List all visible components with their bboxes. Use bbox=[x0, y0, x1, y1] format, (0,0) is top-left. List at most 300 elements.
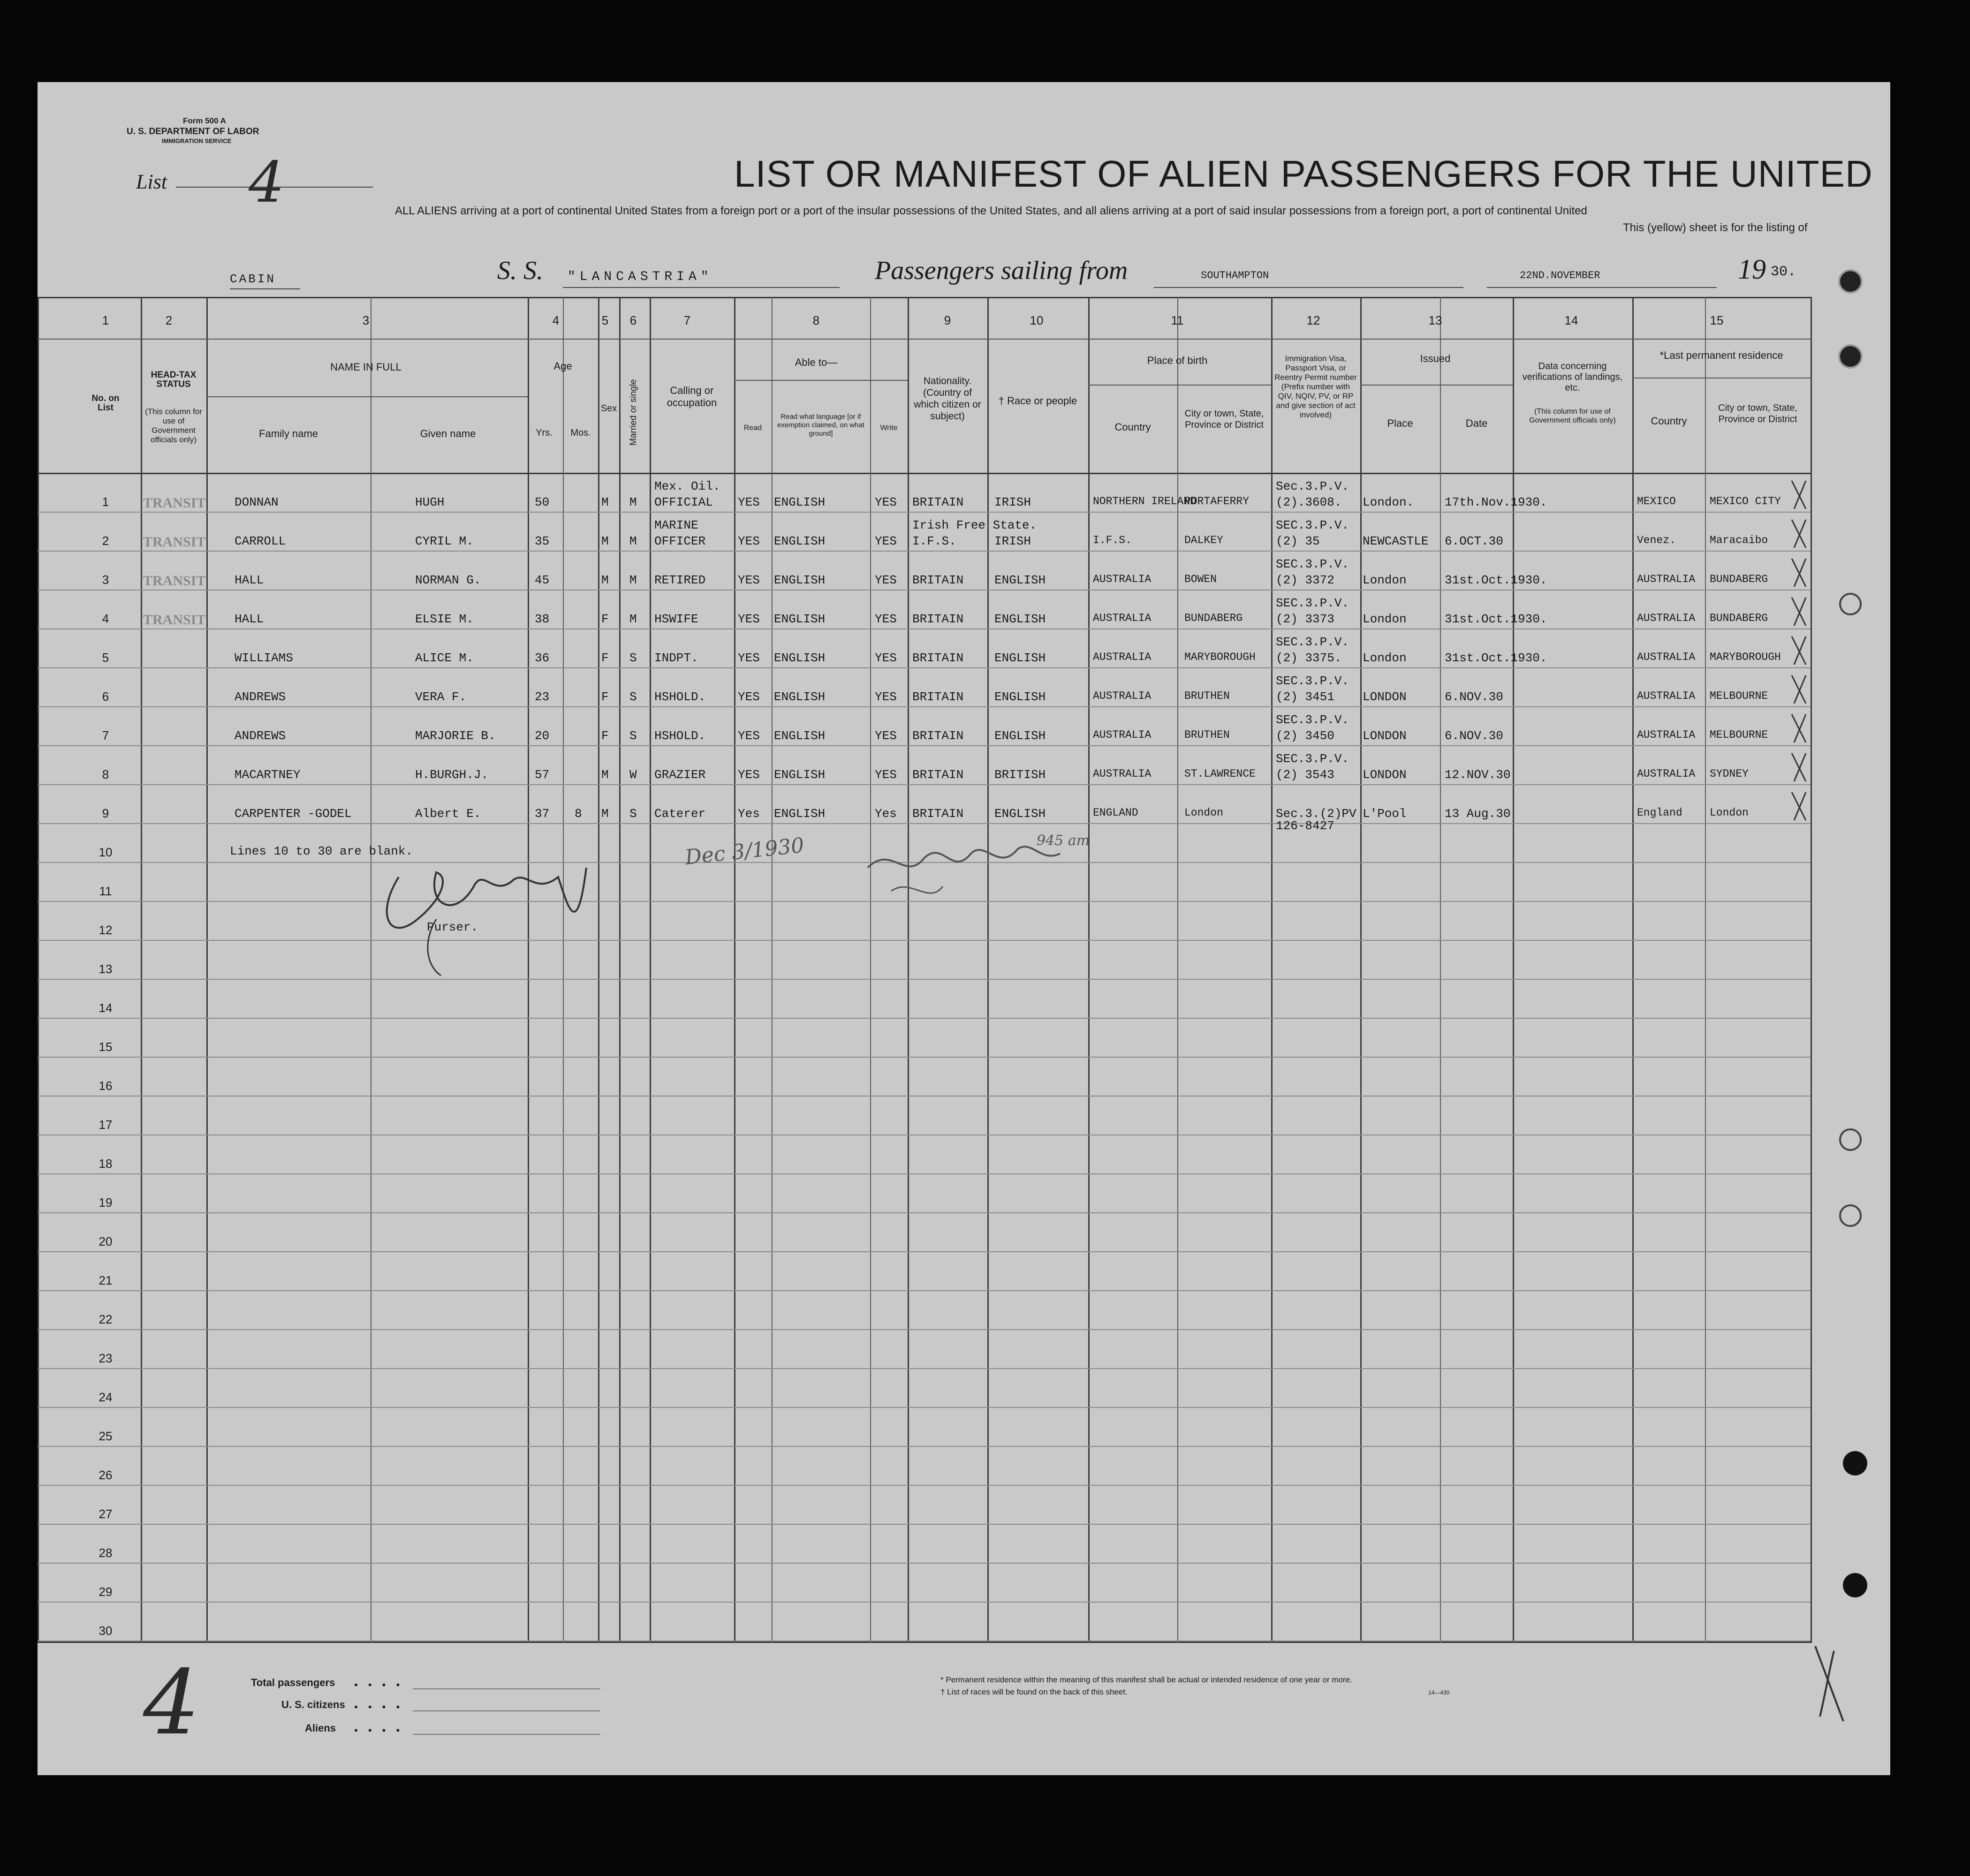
family-name: ANDREWS bbox=[235, 729, 286, 743]
visa-line-1: Sec.3.P.V. bbox=[1276, 479, 1349, 493]
row-rule bbox=[38, 1563, 1811, 1564]
issued-place: LONDON bbox=[1363, 729, 1407, 743]
sailing-label: Passengers sailing from bbox=[875, 256, 1128, 285]
head-tax-status: TRANSIT bbox=[143, 612, 206, 628]
hdr-calling: Calling or occupation bbox=[667, 385, 717, 408]
calling: HSHOLD. bbox=[654, 690, 706, 704]
hdr-rule bbox=[734, 380, 908, 381]
read-language: ENGLISH bbox=[774, 690, 826, 704]
age-years: 20 bbox=[535, 729, 550, 743]
col-border bbox=[908, 297, 909, 1643]
sex: F bbox=[601, 612, 609, 626]
calling-line-1: MARINE bbox=[654, 518, 698, 532]
calling: GRAZIER bbox=[654, 768, 706, 782]
inspector-date: Dec 3/1930 bbox=[684, 833, 805, 870]
nationality: BRITAIN bbox=[912, 573, 964, 587]
bottom-margin-mark: 4 bbox=[143, 1651, 200, 1755]
hdr-head-tax: HEAD-TAX STATUS bbox=[151, 370, 197, 389]
visa-number: Sec.3.(2)PV bbox=[1276, 807, 1356, 821]
visa-number: (2).3608. bbox=[1276, 495, 1342, 509]
birth-city: MARYBOROUGH bbox=[1184, 651, 1256, 663]
marital-status: S bbox=[629, 729, 637, 743]
year-suffix: 30. bbox=[1771, 264, 1796, 280]
col-border bbox=[38, 297, 39, 1643]
residence-country: AUSTRALIA bbox=[1637, 768, 1696, 780]
line-number: 2 bbox=[102, 534, 109, 548]
verification-check-mark bbox=[1789, 478, 1808, 511]
race: ENGLISH bbox=[994, 807, 1046, 821]
calling: HSWIFE bbox=[654, 612, 698, 626]
race: BRITISH bbox=[994, 768, 1046, 782]
row-rule bbox=[38, 1290, 1811, 1291]
verification-check-mark bbox=[1789, 517, 1808, 550]
given-name: MARJORIE B. bbox=[415, 729, 496, 743]
can-write: YES bbox=[875, 651, 897, 665]
given-name: H.BURGH.J. bbox=[415, 768, 489, 782]
row-rule bbox=[38, 1018, 1811, 1019]
line-number: 16 bbox=[98, 1079, 113, 1093]
birth-city: BUNDABERG bbox=[1184, 612, 1243, 624]
line-number: 19 bbox=[98, 1195, 113, 1210]
hdr-last-residence: *Last permanent residence bbox=[1659, 349, 1783, 361]
age-years: 36 bbox=[535, 651, 550, 665]
family-name: ANDREWS bbox=[235, 690, 286, 704]
hdr-birth-city: City or town, State, Province or District bbox=[1184, 408, 1264, 430]
col-number-rule bbox=[38, 339, 1811, 340]
hdr-married: Married or single bbox=[629, 379, 638, 446]
col-number: 13 bbox=[1428, 313, 1442, 327]
hdr-yrs: Yrs. bbox=[536, 428, 553, 438]
row-rule bbox=[38, 667, 1811, 668]
race: ENGLISH bbox=[994, 690, 1046, 704]
hdr-no-on-list: No. on List bbox=[91, 393, 120, 413]
line-number: 5 bbox=[102, 651, 109, 665]
residence-city: MARYBOROUGH bbox=[1710, 651, 1781, 663]
col-border bbox=[206, 297, 208, 1643]
hdr-res-city: City or town, State, Province or District bbox=[1718, 403, 1797, 424]
hdr-head-tax-note: (This column for use of Government officials only) bbox=[145, 407, 202, 444]
line-number: 14 bbox=[98, 1001, 113, 1015]
can-read: YES bbox=[738, 573, 760, 587]
line-number: 9 bbox=[102, 806, 109, 820]
sex: F bbox=[601, 651, 609, 665]
issued-place: London. bbox=[1363, 495, 1414, 509]
age-years: 38 bbox=[535, 612, 550, 626]
hdr-nationality: Nationality. (Country of which citizen or subject) bbox=[914, 376, 981, 422]
binder-holes bbox=[1829, 263, 1876, 1388]
row-rule bbox=[38, 1173, 1811, 1174]
visa-line-1: SEC.3.P.V. bbox=[1276, 752, 1349, 766]
race: IRISH bbox=[994, 495, 1031, 509]
marital-status: M bbox=[629, 534, 637, 548]
verification-check-mark bbox=[1789, 751, 1808, 784]
col-number: 3 bbox=[362, 313, 370, 327]
hdr-race: † Race or people bbox=[998, 395, 1077, 407]
row-rule bbox=[38, 1641, 1811, 1642]
issued-place: London bbox=[1363, 651, 1407, 665]
col-number: 8 bbox=[812, 313, 820, 327]
verification-check-mark bbox=[1789, 790, 1808, 823]
race: ENGLISH bbox=[994, 651, 1046, 665]
issued-date: 13 Aug.30 bbox=[1445, 807, 1511, 821]
nationality: BRITAIN bbox=[912, 807, 964, 821]
sex: M bbox=[601, 534, 609, 548]
hdr-visa: Immigration Visa, Passport Visa, or Reentry Permit number (Prefix number with QIV, NQIV, PV, or RP and give section of act involved) bbox=[1274, 354, 1357, 419]
line-number: 13 bbox=[98, 962, 113, 976]
calling: OFFICIAL bbox=[654, 495, 713, 509]
row-rule bbox=[38, 1446, 1811, 1447]
verification-check-mark bbox=[1789, 673, 1808, 706]
marital-status: S bbox=[629, 690, 637, 704]
hdr-able-to: Able to— bbox=[795, 356, 838, 368]
given-name: CYRIL M. bbox=[415, 534, 474, 548]
line-number: 24 bbox=[98, 1390, 113, 1404]
can-write: YES bbox=[875, 768, 897, 782]
hdr-name-in-full: NAME IN FULL bbox=[330, 361, 402, 373]
line-number: 17 bbox=[98, 1118, 113, 1132]
purser-label: Purser. bbox=[427, 920, 478, 934]
verification-check-mark bbox=[1789, 556, 1808, 589]
row-rule bbox=[38, 1524, 1811, 1525]
line-number: 21 bbox=[98, 1273, 113, 1287]
department: U. S. DEPARTMENT OF LABOR bbox=[127, 127, 259, 136]
hdr-data-note: (This column for use of Government officials only) bbox=[1529, 408, 1616, 424]
manifest-subtitle-2: This (yellow) sheet is for the listing of bbox=[1623, 221, 1808, 234]
row-rule bbox=[38, 784, 1811, 785]
visa-line-1: SEC.3.P.V. bbox=[1276, 713, 1349, 727]
hdr-issued: Issued bbox=[1420, 353, 1451, 364]
read-language: ENGLISH bbox=[774, 573, 826, 587]
can-write: YES bbox=[875, 729, 897, 743]
line-number: 26 bbox=[98, 1468, 113, 1482]
visa-number: (2) 35 bbox=[1276, 534, 1320, 548]
birth-city: BOWEN bbox=[1184, 573, 1217, 585]
calling: HSHOLD. bbox=[654, 729, 706, 743]
col-number: 15 bbox=[1710, 313, 1724, 327]
nationality-line-1: Irish Free State. bbox=[912, 518, 1037, 532]
hdr-res-country: Country bbox=[1651, 415, 1687, 427]
residence-country: Venez. bbox=[1637, 534, 1676, 546]
birth-country: AUSTRALIA bbox=[1093, 612, 1152, 624]
nationality: I.F.S. bbox=[912, 534, 956, 548]
issued-date: 12.NOV.30 bbox=[1445, 768, 1511, 782]
port-underline bbox=[1154, 287, 1463, 288]
issued-place: London bbox=[1363, 573, 1407, 587]
marital-status: M bbox=[629, 495, 637, 509]
hdr-read-language: Read what language [or if exemption claimed, on what ground] bbox=[777, 413, 864, 438]
issued-date: 6.OCT.30 bbox=[1445, 534, 1503, 548]
sex: M bbox=[601, 768, 609, 782]
hdr-issued-date: Date bbox=[1465, 417, 1488, 429]
ss-label: S. S. bbox=[497, 256, 543, 285]
nationality: BRITAIN bbox=[912, 690, 964, 704]
can-read: YES bbox=[738, 729, 760, 743]
can-read: YES bbox=[738, 534, 760, 548]
given-name: NORMAN G. bbox=[415, 573, 481, 587]
row-rule bbox=[38, 1212, 1811, 1213]
age-years: 35 bbox=[535, 534, 550, 548]
verification-check-mark bbox=[1789, 595, 1808, 628]
line-number: 22 bbox=[98, 1312, 113, 1326]
residence-city: MELBOURNE bbox=[1710, 729, 1768, 741]
age-years: 37 bbox=[535, 807, 550, 821]
visa-number: (2) 3372 bbox=[1276, 573, 1334, 587]
col-number: 2 bbox=[165, 313, 173, 327]
marital-status: S bbox=[629, 651, 637, 665]
line-number: 10 bbox=[98, 845, 113, 859]
age-years: 57 bbox=[535, 768, 550, 782]
hdr-data-concerning: Data concerning verifications of landings, etc. bbox=[1522, 361, 1623, 393]
given-name: HUGH bbox=[415, 495, 445, 509]
table-top-border bbox=[38, 297, 1811, 298]
visa-line-1: SEC.3.P.V. bbox=[1276, 596, 1349, 610]
visa-line-1: SEC.3.P.V. bbox=[1276, 635, 1349, 649]
visa-number: (2) 3451 bbox=[1276, 690, 1334, 704]
family-name: CARROLL bbox=[235, 534, 286, 548]
row-rule bbox=[38, 1368, 1811, 1369]
issued-date: 6.NOV.30 bbox=[1445, 729, 1503, 743]
marital-status: W bbox=[629, 768, 637, 782]
age-years: 50 bbox=[535, 495, 550, 509]
birth-country: AUSTRALIA bbox=[1093, 651, 1152, 663]
residence-city: London bbox=[1710, 807, 1749, 819]
birth-city: PORTAFERRY bbox=[1184, 495, 1250, 507]
hdr-read: Read bbox=[743, 424, 762, 432]
hdr-place-of-birth: Place of birth bbox=[1147, 355, 1208, 366]
line-number: 29 bbox=[98, 1585, 113, 1599]
given-name: ELSIE M. bbox=[415, 612, 474, 626]
col-number: 9 bbox=[944, 313, 951, 327]
visa-number: (2) 3373 bbox=[1276, 612, 1334, 626]
col-border bbox=[619, 297, 621, 1643]
line-number: 27 bbox=[98, 1507, 113, 1521]
issued-place: NEWCASTLE bbox=[1363, 534, 1429, 548]
issued-date: 31st.Oct.1930. bbox=[1445, 573, 1547, 587]
marital-status: M bbox=[629, 573, 637, 587]
hdr-write: Write bbox=[880, 424, 898, 432]
calling: Caterer bbox=[654, 807, 706, 821]
footer-note-2: † List of races will be found on the back of this sheet. bbox=[940, 1687, 1128, 1696]
class-underline bbox=[230, 288, 300, 289]
col-border bbox=[870, 297, 871, 1643]
col-number: 1 bbox=[102, 313, 109, 327]
residence-city: SYDNEY bbox=[1710, 768, 1749, 780]
can-write: YES bbox=[875, 612, 897, 626]
col-border bbox=[1088, 297, 1090, 1643]
issued-place: LONDON bbox=[1363, 768, 1407, 782]
row-rule bbox=[38, 1096, 1811, 1097]
list-number: 4 bbox=[249, 150, 285, 215]
given-name: Albert E. bbox=[415, 807, 481, 821]
marital-status: M bbox=[629, 612, 637, 626]
row-rule bbox=[38, 823, 1811, 824]
col-border bbox=[734, 297, 735, 1643]
hdr-birth-country: Country bbox=[1114, 421, 1151, 433]
residence-city: MEXICO CITY bbox=[1710, 495, 1781, 507]
row-rule bbox=[38, 1251, 1811, 1252]
col-border bbox=[1440, 297, 1441, 1643]
birth-city: London bbox=[1184, 807, 1223, 819]
read-language: ENGLISH bbox=[774, 729, 826, 743]
line-number: 7 bbox=[102, 728, 109, 742]
calling: INDPT. bbox=[654, 651, 698, 665]
residence-country: AUSTRALIA bbox=[1637, 690, 1696, 702]
line-number: 20 bbox=[98, 1234, 113, 1248]
col-border bbox=[1811, 297, 1812, 1643]
hdr-rule bbox=[206, 396, 528, 397]
residence-city: MELBOURNE bbox=[1710, 690, 1768, 702]
issued-date: 17th.Nov.1930. bbox=[1445, 495, 1547, 509]
hdr-rule bbox=[1360, 385, 1513, 386]
birth-country: AUSTRALIA bbox=[1093, 729, 1152, 741]
nationality: BRITAIN bbox=[912, 729, 964, 743]
row-rule bbox=[38, 512, 1811, 513]
header-bottom-border bbox=[38, 473, 1811, 474]
line-number: 11 bbox=[99, 884, 112, 898]
col-border bbox=[772, 297, 773, 1643]
col-number: 14 bbox=[1564, 313, 1578, 327]
family-name: CARPENTER -GODEL bbox=[235, 807, 352, 821]
issued-date: 6.NOV.30 bbox=[1445, 690, 1503, 704]
line-number: 8 bbox=[102, 767, 109, 781]
ship-name: "LANCASTRIA" bbox=[568, 270, 713, 284]
port-name: SOUTHAMPTON bbox=[1201, 270, 1269, 281]
birth-country: ENGLAND bbox=[1093, 807, 1138, 819]
can-read: YES bbox=[738, 495, 760, 509]
hdr-issued-place: Place bbox=[1387, 417, 1413, 429]
col-border bbox=[1360, 297, 1362, 1643]
can-write: YES bbox=[875, 534, 897, 548]
row-rule bbox=[38, 1329, 1811, 1330]
residence-country: MEXICO bbox=[1637, 495, 1676, 507]
sailing-date: 22ND.NOVEMBER bbox=[1520, 270, 1600, 281]
col-border bbox=[987, 297, 989, 1643]
row-rule bbox=[38, 1485, 1811, 1486]
family-name: MACARTNEY bbox=[235, 768, 301, 782]
residence-country: AUSTRALIA bbox=[1637, 729, 1696, 741]
visa-line-1: SEC.3.P.V. bbox=[1276, 518, 1349, 532]
col-border bbox=[1705, 297, 1706, 1643]
issued-date: 31st.Oct.1930. bbox=[1445, 651, 1547, 665]
residence-city: Maracaibo bbox=[1710, 534, 1768, 546]
list-label: List bbox=[136, 170, 167, 193]
manifest-title: LIST OR MANIFEST OF ALIEN PASSENGERS FOR THE UNITED bbox=[734, 153, 1873, 195]
read-language: ENGLISH bbox=[774, 534, 826, 548]
visa-number: (2) 3375. bbox=[1276, 651, 1342, 665]
family-name: WILLIAMS bbox=[235, 651, 293, 665]
footer-code: 14—430 bbox=[1428, 1689, 1450, 1696]
date-underline bbox=[1487, 287, 1717, 288]
time-note: 945 am bbox=[1037, 832, 1090, 849]
birth-city: BRUTHEN bbox=[1184, 690, 1230, 702]
birth-country: AUSTRALIA bbox=[1093, 768, 1152, 780]
row-rule bbox=[38, 940, 1811, 941]
col-number: 11 bbox=[1171, 313, 1184, 327]
race: IRISH bbox=[994, 534, 1031, 548]
sex: M bbox=[601, 807, 609, 821]
purser-signature bbox=[371, 849, 605, 980]
birth-country: I.F.S. bbox=[1093, 534, 1132, 546]
row-rule bbox=[38, 706, 1811, 707]
birth-city: BRUTHEN bbox=[1184, 729, 1230, 741]
can-read: Yes bbox=[738, 807, 760, 821]
visa-number: (2) 3543 bbox=[1276, 768, 1334, 782]
row-rule bbox=[38, 979, 1811, 980]
hdr-sex: Sex bbox=[600, 403, 617, 414]
visa-line-1: SEC.3.P.V. bbox=[1276, 557, 1349, 571]
age-months: 8 bbox=[575, 807, 582, 821]
read-language: ENGLISH bbox=[774, 495, 826, 509]
given-name: VERA F. bbox=[415, 690, 467, 704]
can-write: YES bbox=[875, 495, 897, 509]
ship-underline bbox=[563, 287, 840, 288]
can-write: YES bbox=[875, 573, 897, 587]
head-tax-status: TRANSIT bbox=[143, 573, 206, 589]
can-read: YES bbox=[738, 612, 760, 626]
age-years: 23 bbox=[535, 690, 550, 704]
marital-status: S bbox=[629, 807, 637, 821]
year-prefix: 19 bbox=[1738, 254, 1766, 285]
footer-note-1: * Permanent residence within the meaning of this manifest shall be actual or intended residence of one year or more. bbox=[940, 1675, 1352, 1684]
nationality: BRITAIN bbox=[912, 495, 964, 509]
family-name: DONNAN bbox=[235, 495, 279, 509]
read-language: ENGLISH bbox=[774, 651, 826, 665]
col-number: 4 bbox=[552, 313, 560, 327]
birth-country: AUSTRALIA bbox=[1093, 690, 1152, 702]
head-tax-status: TRANSIT bbox=[143, 495, 206, 511]
residence-city: BUNDABERG bbox=[1710, 573, 1768, 585]
sex: M bbox=[601, 495, 609, 509]
residence-country: AUSTRALIA bbox=[1637, 612, 1696, 624]
manifest-sheet bbox=[38, 82, 1890, 1775]
hdr-given-name: Given name bbox=[420, 428, 476, 439]
service: IMMIGRATION SERVICE bbox=[162, 137, 232, 144]
race: ENGLISH bbox=[994, 729, 1046, 743]
can-read: YES bbox=[738, 690, 760, 704]
residence-country: AUSTRALIA bbox=[1637, 573, 1696, 585]
punch-holes bbox=[1836, 1435, 1874, 1623]
head-tax-status: TRANSIT bbox=[143, 534, 206, 550]
issued-place: London bbox=[1363, 612, 1407, 626]
visa-line-1: SEC.3.P.V. bbox=[1276, 674, 1349, 688]
issued-place: L'Pool bbox=[1363, 807, 1407, 821]
visa-line-2: 126-8427 bbox=[1276, 819, 1334, 833]
col-border bbox=[1271, 297, 1273, 1643]
line-number: 3 bbox=[102, 573, 109, 587]
residence-country: AUSTRALIA bbox=[1637, 651, 1696, 663]
line-number: 18 bbox=[98, 1157, 113, 1171]
manifest-subtitle-1: ALL ALIENS arriving at a port of continental United States from a foreign port or a port of the insular possessions of the United States, and all aliens arriving at a port of said insular possessions from a foreign port, a port of continental United bbox=[395, 204, 1587, 217]
issued-place: LONDON bbox=[1363, 690, 1407, 704]
race: ENGLISH bbox=[994, 573, 1046, 587]
family-name: HALL bbox=[235, 573, 264, 587]
col-number: 7 bbox=[683, 313, 691, 327]
col-border bbox=[650, 297, 651, 1643]
bottom-x-mark bbox=[1806, 1642, 1853, 1726]
row-rule bbox=[38, 1602, 1811, 1603]
col-number: 5 bbox=[601, 313, 609, 327]
col-border bbox=[1632, 297, 1634, 1643]
issued-date: 31st.Oct.1930. bbox=[1445, 612, 1547, 626]
line-number: 30 bbox=[98, 1624, 113, 1638]
form-number: Form 500 A bbox=[183, 116, 226, 125]
read-language: ENGLISH bbox=[774, 768, 826, 782]
read-language: ENGLISH bbox=[774, 807, 826, 821]
row-rule bbox=[38, 551, 1811, 552]
col-border bbox=[141, 297, 142, 1643]
sex: F bbox=[601, 729, 609, 743]
calling: OFFICER bbox=[654, 534, 706, 548]
